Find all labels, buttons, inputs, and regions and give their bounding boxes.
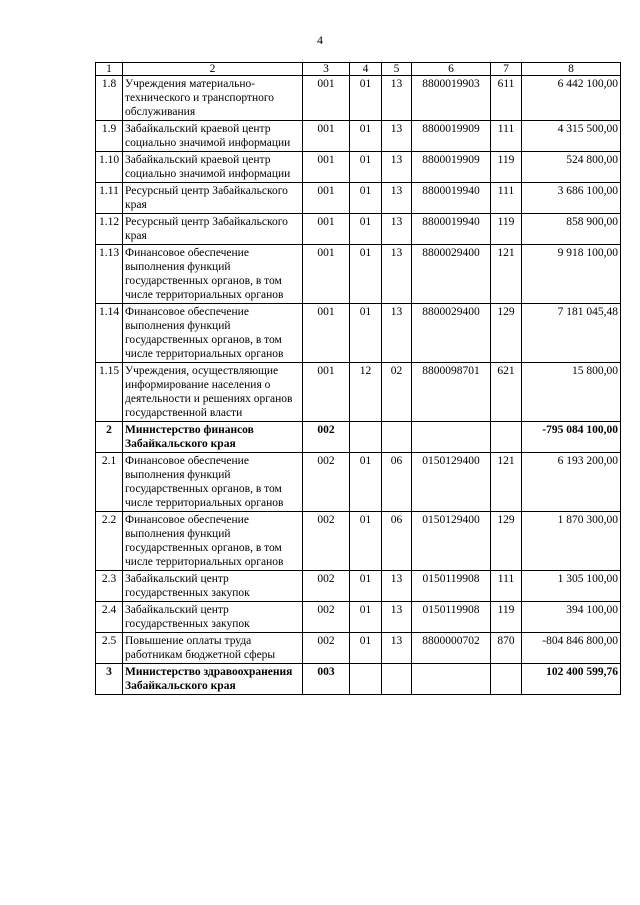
ministry-code: 001 bbox=[303, 152, 350, 183]
table-row bbox=[96, 633, 621, 664]
row-name: Учреждения, осуществляющие информирование населения о деятельности и решениях органов государственной власти bbox=[123, 363, 303, 422]
row-name: Финансовое обеспечение выполнения функций государственных органов, в том числе территориальных органов bbox=[123, 512, 303, 571]
row-name: Повышение оплаты труда работникам бюджетной сферы bbox=[123, 633, 303, 664]
target-article-code: 8800029400 bbox=[412, 304, 491, 363]
row-number: 2.3 bbox=[96, 571, 123, 602]
expense-type-code: 870 bbox=[491, 633, 522, 664]
subsection-code: 13 bbox=[382, 214, 412, 245]
section-code: 01 bbox=[350, 183, 382, 214]
page-number: 4 bbox=[317, 33, 323, 47]
ministry-code: 002 bbox=[303, 633, 350, 664]
subsection-code: 13 bbox=[382, 304, 412, 363]
subsection-code: 02 bbox=[382, 363, 412, 422]
row-amount: 15 800,00 bbox=[522, 363, 621, 422]
target-article-code: 8800019909 bbox=[412, 121, 491, 152]
ministry-code: 001 bbox=[303, 76, 350, 121]
target-article-code: 8800098701 bbox=[412, 363, 491, 422]
row-amount: 394 100,00 bbox=[522, 602, 621, 633]
row-amount: 6 442 100,00 bbox=[522, 76, 621, 121]
row-name: Ресурсный центр Забайкальского края bbox=[123, 183, 303, 214]
ministry-code: 003 bbox=[303, 664, 350, 695]
table-row bbox=[96, 245, 621, 304]
target-article-code: 8800019940 bbox=[412, 183, 491, 214]
table-row bbox=[96, 76, 621, 121]
row-amount: 3 686 100,00 bbox=[522, 183, 621, 214]
expense-type-code: 119 bbox=[491, 602, 522, 633]
section-code: 01 bbox=[350, 76, 382, 121]
row-amount: 1 305 100,00 bbox=[522, 571, 621, 602]
row-amount: 9 918 100,00 bbox=[522, 245, 621, 304]
ministry-code: 001 bbox=[303, 183, 350, 214]
expense-type-code: 119 bbox=[491, 214, 522, 245]
ministry-code: 001 bbox=[303, 363, 350, 422]
row-name: Финансовое обеспечение выполнения функций государственных органов, в том числе территориальных органов bbox=[123, 304, 303, 363]
section-code: 01 bbox=[350, 571, 382, 602]
table-row bbox=[96, 422, 621, 453]
row-name: Забайкальский центр государственных закупок bbox=[123, 602, 303, 633]
column-header: 4 bbox=[350, 63, 382, 76]
row-number: 2.2 bbox=[96, 512, 123, 571]
row-number: 3 bbox=[96, 664, 123, 695]
column-header: 7 bbox=[491, 63, 522, 76]
expense-type-code bbox=[491, 664, 522, 695]
column-header: 8 bbox=[522, 63, 621, 76]
table-header-row bbox=[96, 63, 621, 76]
ministry-code: 001 bbox=[303, 245, 350, 304]
table-row bbox=[96, 121, 621, 152]
row-name: Забайкальский краевой центр социально значимой информации bbox=[123, 152, 303, 183]
row-name: Забайкальский центр государственных закупок bbox=[123, 571, 303, 602]
row-name: Ресурсный центр Забайкальского края bbox=[123, 214, 303, 245]
section-code: 01 bbox=[350, 512, 382, 571]
target-article-code: 0150119908 bbox=[412, 602, 491, 633]
column-header: 3 bbox=[303, 63, 350, 76]
subsection-code bbox=[382, 422, 412, 453]
row-amount: -795 084 100,00 bbox=[522, 422, 621, 453]
table-row bbox=[96, 602, 621, 633]
subsection-code: 13 bbox=[382, 633, 412, 664]
row-number: 1.11 bbox=[96, 183, 123, 214]
expense-type-code: 121 bbox=[491, 245, 522, 304]
table-row bbox=[96, 214, 621, 245]
row-number: 1.12 bbox=[96, 214, 123, 245]
table-row bbox=[96, 512, 621, 571]
target-article-code: 8800029400 bbox=[412, 245, 491, 304]
ministry-code: 001 bbox=[303, 121, 350, 152]
target-article-code: 8800019903 bbox=[412, 76, 491, 121]
target-article-code: 0150119908 bbox=[412, 571, 491, 602]
subsection-code: 13 bbox=[382, 245, 412, 304]
row-number: 1.15 bbox=[96, 363, 123, 422]
budget-table bbox=[95, 62, 621, 695]
subsection-code: 13 bbox=[382, 121, 412, 152]
expense-type-code: 129 bbox=[491, 304, 522, 363]
row-amount: 102 400 599,76 bbox=[522, 664, 621, 695]
subsection-code: 13 bbox=[382, 602, 412, 633]
column-header: 1 bbox=[96, 63, 123, 76]
column-header: 6 bbox=[412, 63, 491, 76]
table-row bbox=[96, 453, 621, 512]
target-article-code: 8800019909 bbox=[412, 152, 491, 183]
subsection-code: 06 bbox=[382, 453, 412, 512]
ministry-code: 002 bbox=[303, 602, 350, 633]
row-name: Финансовое обеспечение выполнения функций государственных органов, в том числе территориальных органов bbox=[123, 453, 303, 512]
row-amount: 4 315 500,00 bbox=[522, 121, 621, 152]
expense-type-code bbox=[491, 422, 522, 453]
subsection-code: 13 bbox=[382, 183, 412, 214]
subsection-code bbox=[382, 664, 412, 695]
section-code: 01 bbox=[350, 245, 382, 304]
row-name: Министерство здравоохранения Забайкальского края bbox=[123, 664, 303, 695]
section-code bbox=[350, 664, 382, 695]
ministry-code: 002 bbox=[303, 571, 350, 602]
section-code: 12 bbox=[350, 363, 382, 422]
table-row bbox=[96, 363, 621, 422]
table-row bbox=[96, 304, 621, 363]
subsection-code: 06 bbox=[382, 512, 412, 571]
target-article-code: 0150129400 bbox=[412, 453, 491, 512]
expense-type-code: 111 bbox=[491, 121, 522, 152]
ministry-code: 001 bbox=[303, 214, 350, 245]
expense-type-code: 121 bbox=[491, 453, 522, 512]
row-number: 1.10 bbox=[96, 152, 123, 183]
column-header: 5 bbox=[382, 63, 412, 76]
row-name: Учреждения материально-технического и транспортного обслуживания bbox=[123, 76, 303, 121]
row-number: 1.9 bbox=[96, 121, 123, 152]
subsection-code: 13 bbox=[382, 76, 412, 121]
row-amount: 6 193 200,00 bbox=[522, 453, 621, 512]
target-article-code: 8800019940 bbox=[412, 214, 491, 245]
row-number: 2.5 bbox=[96, 633, 123, 664]
section-code: 01 bbox=[350, 152, 382, 183]
row-number: 2.4 bbox=[96, 602, 123, 633]
table-row bbox=[96, 571, 621, 602]
expense-type-code: 111 bbox=[491, 183, 522, 214]
ministry-code: 002 bbox=[303, 422, 350, 453]
section-code: 01 bbox=[350, 214, 382, 245]
table-row bbox=[96, 183, 621, 214]
ministry-code: 002 bbox=[303, 453, 350, 512]
row-number: 1.8 bbox=[96, 76, 123, 121]
row-amount: 7 181 045,48 bbox=[522, 304, 621, 363]
table-row bbox=[96, 152, 621, 183]
ministry-code: 001 bbox=[303, 304, 350, 363]
target-article-code bbox=[412, 422, 491, 453]
expense-type-code: 129 bbox=[491, 512, 522, 571]
section-code: 01 bbox=[350, 453, 382, 512]
row-number: 2.1 bbox=[96, 453, 123, 512]
row-amount: 1 870 300,00 bbox=[522, 512, 621, 571]
section-code: 01 bbox=[350, 602, 382, 633]
expense-type-code: 111 bbox=[491, 571, 522, 602]
section-code: 01 bbox=[350, 304, 382, 363]
row-amount: -804 846 800,00 bbox=[522, 633, 621, 664]
row-number: 2 bbox=[96, 422, 123, 453]
row-number: 1.14 bbox=[96, 304, 123, 363]
column-header: 2 bbox=[123, 63, 303, 76]
section-code: 01 bbox=[350, 121, 382, 152]
row-name: Забайкальский краевой центр социально значимой информации bbox=[123, 121, 303, 152]
row-amount: 858 900,00 bbox=[522, 214, 621, 245]
section-code: 01 bbox=[350, 633, 382, 664]
row-number: 1.13 bbox=[96, 245, 123, 304]
table-row bbox=[96, 664, 621, 695]
subsection-code: 13 bbox=[382, 152, 412, 183]
target-article-code: 8800000702 bbox=[412, 633, 491, 664]
target-article-code bbox=[412, 664, 491, 695]
section-code bbox=[350, 422, 382, 453]
subsection-code: 13 bbox=[382, 571, 412, 602]
expense-type-code: 119 bbox=[491, 152, 522, 183]
row-name: Министерство финансов Забайкальского края bbox=[123, 422, 303, 453]
expense-type-code: 611 bbox=[491, 76, 522, 121]
target-article-code: 0150129400 bbox=[412, 512, 491, 571]
expense-type-code: 621 bbox=[491, 363, 522, 422]
ministry-code: 002 bbox=[303, 512, 350, 571]
row-amount: 524 800,00 bbox=[522, 152, 621, 183]
row-name: Финансовое обеспечение выполнения функций государственных органов, в том числе территориальных органов bbox=[123, 245, 303, 304]
